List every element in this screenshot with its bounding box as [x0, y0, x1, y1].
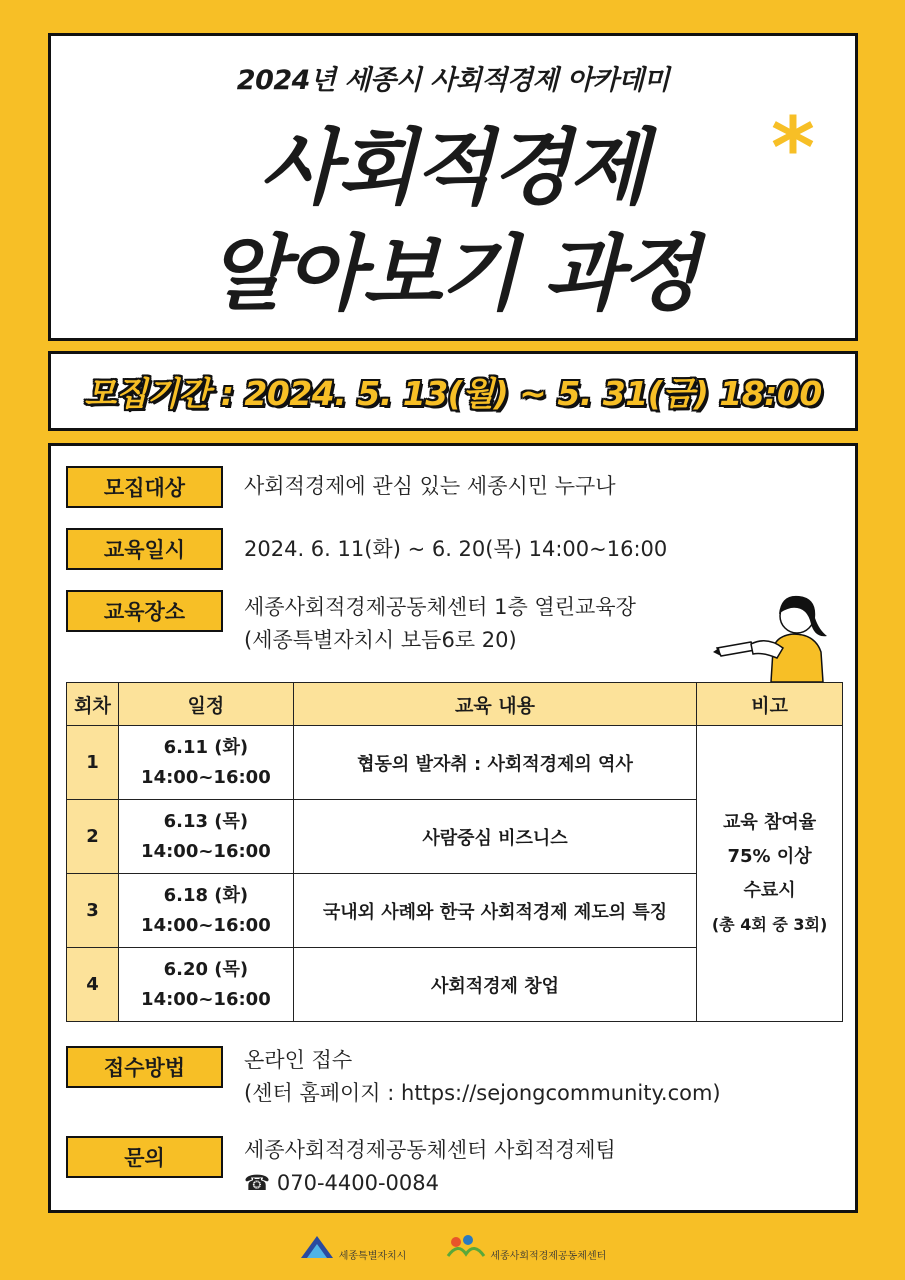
contact-phone: 070-4400-0084	[276, 1171, 439, 1195]
note-line1: 교육 참여율	[722, 811, 817, 833]
header-round: 회차	[67, 683, 119, 726]
schedule-table	[66, 682, 843, 1022]
row-round: 3	[67, 874, 119, 948]
note-line3: 수료시	[743, 879, 796, 901]
city-emblem-icon	[299, 1232, 335, 1262]
schedule-value: 2024. 6. 11(화) ~ 6. 20(목) 14:00~16:00	[244, 537, 668, 561]
center-logo	[446, 1232, 606, 1262]
row-date	[118, 948, 293, 1022]
subtitle: 2024년 세종시 사회적경제 아카데미	[236, 65, 670, 96]
row-round: 2	[67, 800, 119, 874]
row-content: 사람중심 비즈니스	[293, 800, 696, 874]
apply-line1: 온라인 접수	[244, 1048, 353, 1072]
table-header-row	[67, 683, 843, 726]
place-line2: (세종특별자치시 보듬6로 20)	[244, 628, 517, 652]
row-content: 협동의 발자취 : 사회적경제의 역사	[293, 726, 696, 800]
row-date-time: 14:00~16:00	[141, 840, 271, 862]
row-date-time: 14:00~16:00	[141, 766, 271, 788]
main-title-line2: 알아보기 과정	[208, 227, 698, 322]
header-date: 일정	[118, 683, 293, 726]
row-date-day: 6.20 (목)	[163, 958, 249, 980]
person-writing-illustration	[711, 586, 831, 682]
city-logo	[299, 1232, 407, 1262]
contact-phone-line	[244, 1167, 616, 1200]
footer-logos	[0, 1222, 905, 1272]
contact-line1: 세종사회적경제공동체센터 사회적경제팀	[244, 1138, 616, 1162]
apply-value	[244, 1044, 721, 1110]
recruit-period-box	[48, 351, 858, 431]
apply-label: 접수방법	[66, 1046, 223, 1088]
row-date	[118, 874, 293, 948]
row-date-time: 14:00~16:00	[141, 914, 271, 936]
place-value	[244, 591, 636, 657]
info-box	[48, 443, 858, 1213]
row-date	[118, 726, 293, 800]
target-value: 사회적경제에 관심 있는 세종시민 누구나	[244, 474, 616, 498]
row-date-day: 6.13 (목)	[163, 810, 249, 832]
main-title-line1: 사회적경제	[259, 121, 647, 216]
apply-line2[interactable]: (센터 홈페이지 : https://sejongcommunity.com)	[244, 1081, 721, 1105]
row-date-day: 6.18 (화)	[163, 884, 249, 906]
center-emblem-icon	[446, 1232, 486, 1262]
row-content: 국내외 사례와 한국 사회적경제 제도의 특징	[293, 874, 696, 948]
city-logo-text: 세종특별자치시	[338, 1251, 407, 1262]
center-logo-text: 세종사회적경제공동체센터	[490, 1251, 607, 1262]
recruit-period: 모집기간 : 2024. 5. 13(월) ~ 5. 31(금) 18:00	[84, 373, 822, 413]
asterisk-icon: *	[771, 99, 815, 197]
phone-icon: ☎	[244, 1171, 271, 1195]
row-date-time: 14:00~16:00	[141, 988, 271, 1010]
header-content: 교육 내용	[293, 683, 696, 726]
row-date	[118, 800, 293, 874]
row-content: 사회적경제 창업	[293, 948, 696, 1022]
row-round: 1	[67, 726, 119, 800]
contact-label: 문의	[66, 1136, 223, 1178]
note-line4: (총 4회 중 3회)	[711, 914, 828, 934]
note-cell	[697, 726, 843, 1022]
place-label: 교육장소	[66, 590, 223, 632]
row-date-day: 6.11 (화)	[163, 736, 249, 758]
header-note: 비고	[697, 683, 843, 726]
title-box	[48, 33, 858, 341]
table-row	[67, 726, 843, 800]
contact-value	[244, 1134, 616, 1200]
note-line2: 75% 이상	[727, 845, 812, 867]
schedule-label: 교육일시	[66, 528, 223, 570]
place-line1: 세종사회적경제공동체센터 1층 열린교육장	[244, 595, 636, 619]
target-label: 모집대상	[66, 466, 223, 508]
row-round: 4	[67, 948, 119, 1022]
